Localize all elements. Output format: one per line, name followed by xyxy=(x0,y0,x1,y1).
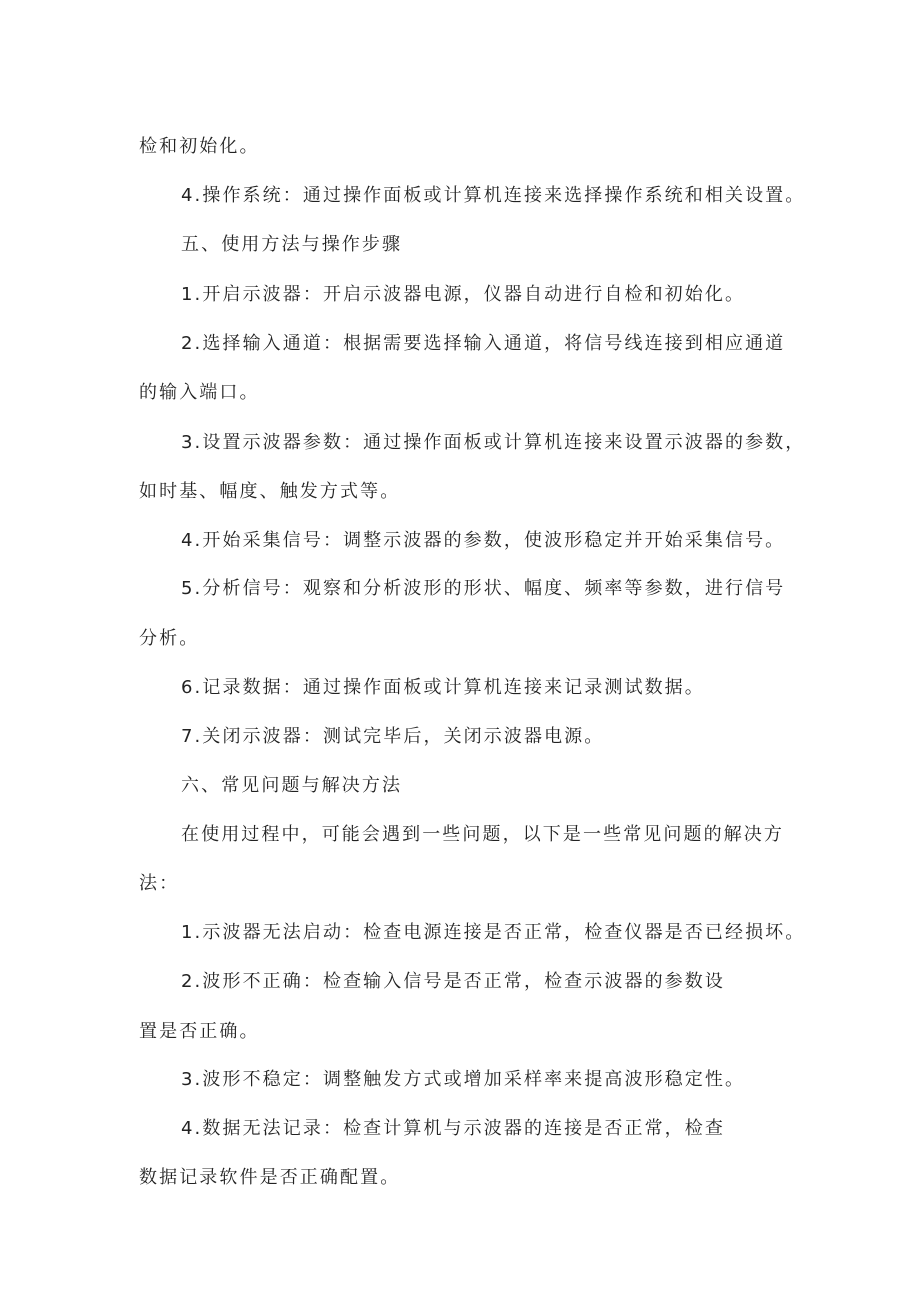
text-line-04: 1.开启示波器：开启示波器电源，仪器自动进行自检和初始化。 xyxy=(181,284,746,305)
text-line-01: 检和初始化。 xyxy=(139,136,260,157)
text-line-08: 如时基、幅度、触发方式等。 xyxy=(139,481,401,502)
text-line-11: 分析。 xyxy=(139,628,200,649)
text-line-20: 3.波形不稳定：调整触发方式或增加采样率来提高波形稳定性。 xyxy=(181,1069,746,1090)
text-line-02: 4.操作系统：通过操作面板或计算机连接来选择操作系统和相关设置。 xyxy=(181,185,806,206)
text-line-22: 数据记录软件是否正确配置。 xyxy=(139,1167,401,1188)
text-line-17: 1.示波器无法启动：检查电源连接是否正常，检查仪器是否已经损坏。 xyxy=(181,922,806,943)
section-heading-usage: 五、使用方法与操作步骤 xyxy=(181,234,403,255)
text-line-21: 4.数据无法记录：检查计算机与示波器的连接是否正常，检查 xyxy=(181,1118,725,1139)
text-line-07: 3.设置示波器参数：通过操作面板或计算机连接来设置示波器的参数， xyxy=(181,432,806,453)
section-heading-troubleshooting: 六、常见问题与解决方法 xyxy=(181,775,403,796)
text-line-06: 的输入端口。 xyxy=(139,382,260,403)
text-line-05: 2.选择输入通道：根据需要选择输入通道，将信号线连接到相应通道 xyxy=(181,333,786,354)
text-line-09: 4.开始采集信号：调整示波器的参数，使波形稳定并开始采集信号。 xyxy=(181,530,786,551)
text-line-18: 2.波形不正确：检查输入信号是否正常，检查示波器的参数设 xyxy=(181,971,725,992)
text-line-15: 在使用过程中，可能会遇到一些问题，以下是一些常见问题的解决方 xyxy=(181,824,784,845)
text-line-16: 法： xyxy=(139,873,180,894)
text-line-13: 7.关闭示波器：测试完毕后，关闭示波器电源。 xyxy=(181,726,605,747)
text-line-10: 5.分析信号：观察和分析波形的形状、幅度、频率等参数，进行信号 xyxy=(181,578,786,599)
text-line-19: 置是否正确。 xyxy=(139,1021,260,1042)
text-line-12: 6.记录数据：通过操作面板或计算机连接来记录测试数据。 xyxy=(181,677,705,698)
